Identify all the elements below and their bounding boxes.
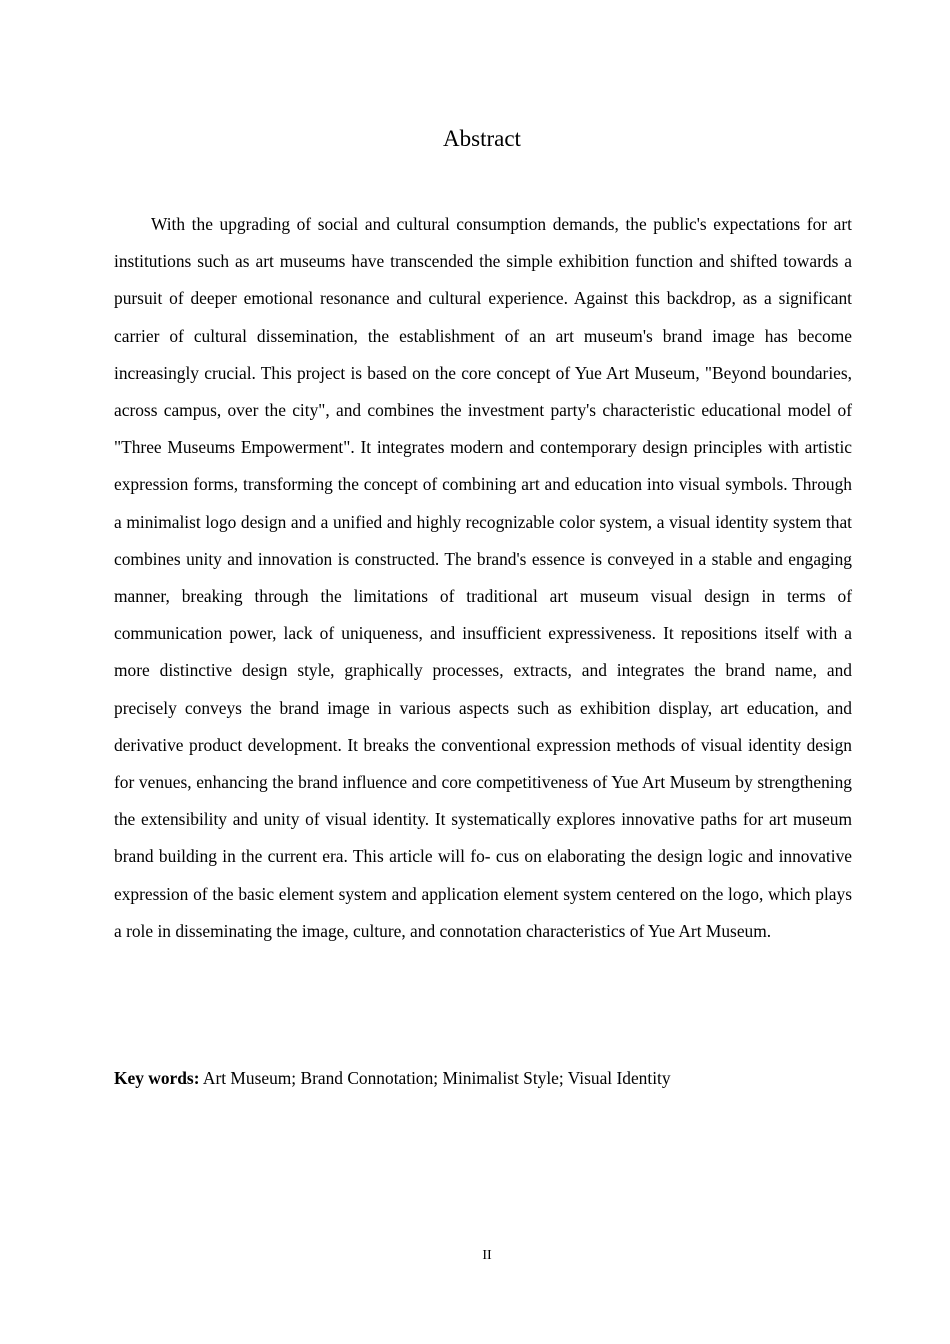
page-number: II	[482, 1248, 492, 1263]
keywords-line	[114, 1060, 852, 1097]
page-title: Abstract	[443, 126, 521, 151]
abstract-body: With the upgrading of social and cultural consumption demands, the public's expectations for art institutions such as art museums have transcended the simple exhibition function and shifted towards a pursuit of deeper emotional resonance and cultural experience. Against this backdrop, as a significant carrier of cultural dissemination, the establishment of an art museum's brand image has become increasingly crucial. This project is based on the core concept of Yue Art Museum, "Beyond boundaries, across campus, over the city", and combines the investment party's characteristic educational model of "Three Museums Empowerment". It integrates modern and contemporary design principles with artistic expression forms, transforming the concept of combining art and education into visual symbols. Through a minimalist logo design and a unified and highly recognizable color system, a visual identity system that combines unity and innovation is constructed. The brand's essence is conveyed in a stable and engaging manner, breaking through the limitations of traditional art museum visual design in terms of communication power, lack of uniqueness, and insufficient expressiveness. It repositions itself with a more distinctive design style, graphically processes, extracts, and integrates the brand name, and precisely conveys the brand image in various aspects such as exhibition display, art education, and derivative product development. It breaks the conventional expression methods of visual identity design for venues, enhancing the brand influence and core competitiveness of Yue Art Museum by strengthening the extensibility and unity of visual identity. It systematically explores innovative paths for art museum brand building in the current era. This article will fo- cus on elaborating the design logic and innovative expression of the basic element system and application element system centered on the logo, which plays a role in disseminating the image, culture, and connotation characteristics of Yue Art Museum.	[114, 214, 852, 941]
keywords-label: Key words:	[114, 1068, 200, 1088]
keywords-list: Art Museum; Brand Connotation; Minimalist Style; Visual Identity	[202, 1068, 671, 1088]
